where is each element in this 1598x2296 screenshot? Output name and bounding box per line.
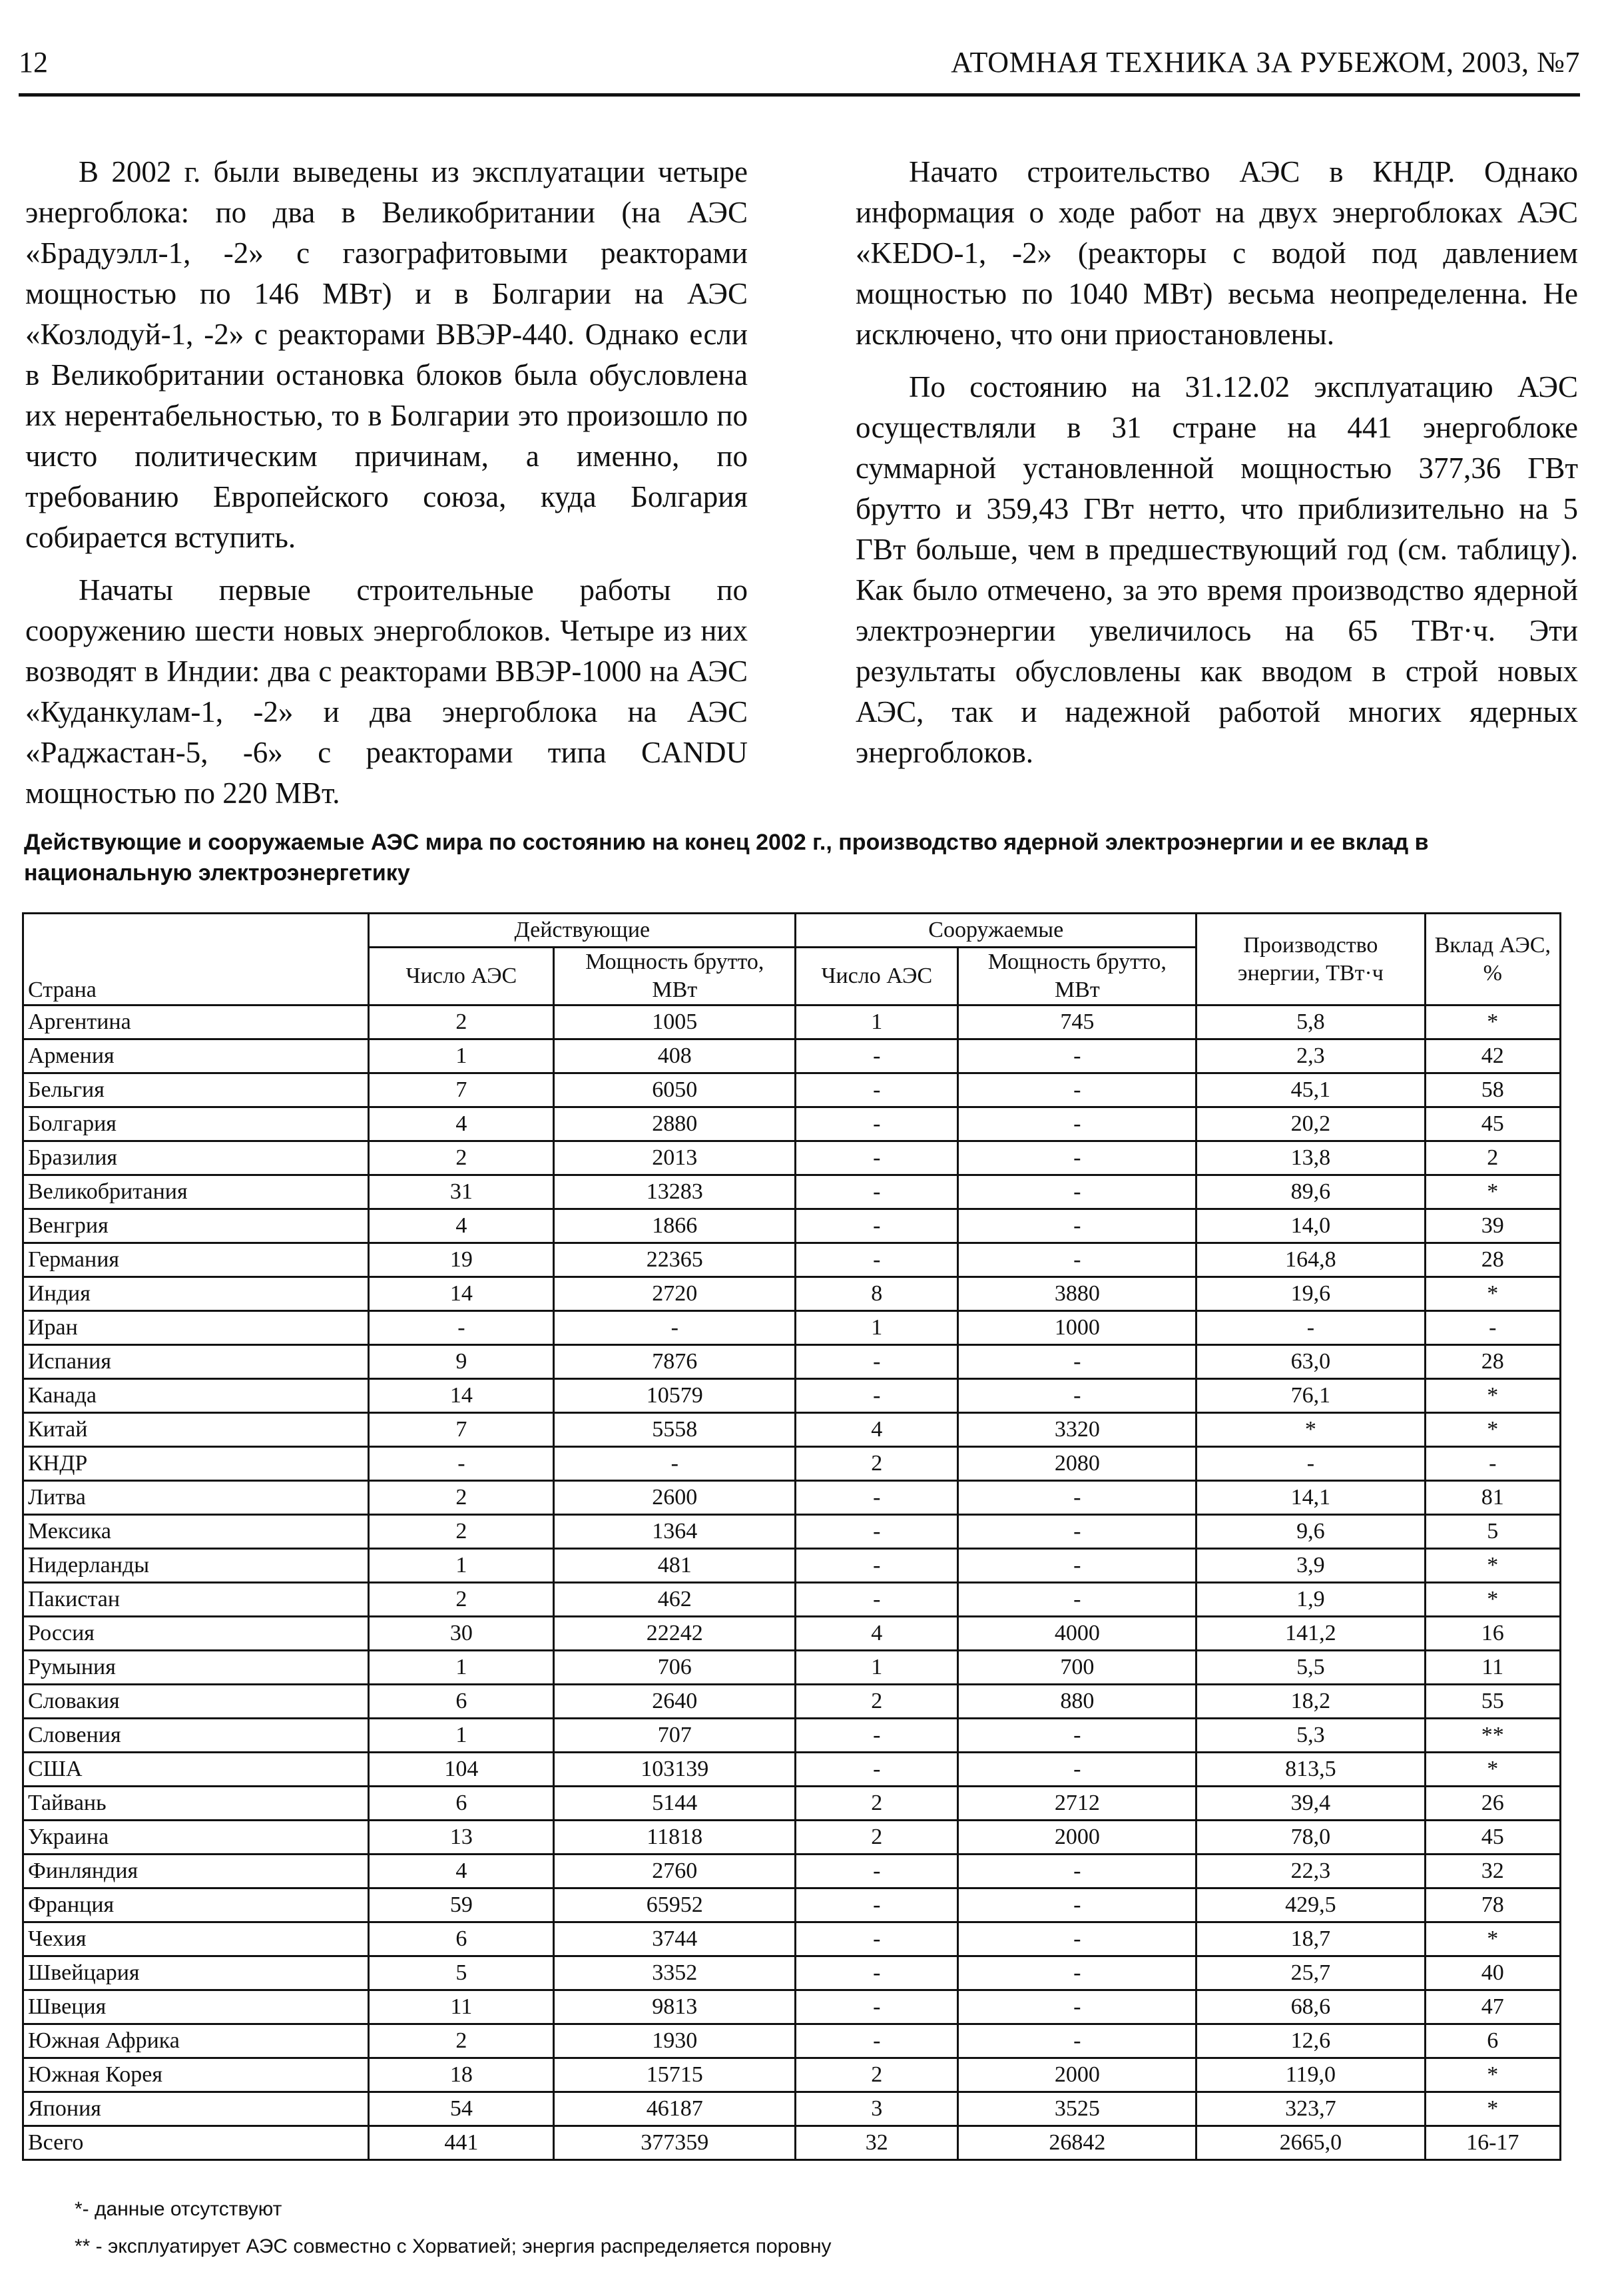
country-cell: Россия <box>23 1617 369 1651</box>
share-cell: 5 <box>1425 1515 1560 1549</box>
operating-count-cell: 1 <box>369 1549 554 1583</box>
table-row <box>23 1311 1561 1345</box>
production-cell: 13,8 <box>1197 1141 1425 1175</box>
country-cell: Литва <box>23 1481 369 1515</box>
country-cell: Бельгия <box>23 1073 369 1107</box>
production-cell: 68,6 <box>1197 1990 1425 2024</box>
production-cell: 25,7 <box>1197 1956 1425 1990</box>
operating-capacity-cell: 1930 <box>554 2024 796 2058</box>
journal-title: АТОМНАЯ ТЕХНИКА ЗА РУБЕЖОМ, 2003, №7 <box>951 46 1580 79</box>
share-cell: * <box>1425 1413 1560 1447</box>
table-row <box>23 1549 1561 1583</box>
share-cell: * <box>1425 1922 1560 1956</box>
operating-capacity-cell: 706 <box>554 1651 796 1685</box>
construction-count-cell: 2 <box>796 1447 958 1481</box>
share-cell: 55 <box>1425 1685 1560 1719</box>
production-cell: 39,4 <box>1197 1787 1425 1821</box>
construction-capacity-cell: - <box>958 1243 1197 1277</box>
production-cell: 5,3 <box>1197 1719 1425 1753</box>
construction-capacity-cell: - <box>958 1855 1197 1888</box>
country-cell: Великобритания <box>23 1175 369 1209</box>
country-cell: Бразилия <box>23 1141 369 1175</box>
construction-count-cell: 1 <box>796 1005 958 1039</box>
paragraph: В 2002 г. были выведены из эксплуатации четыре энергоблока: по два в Великобритании (на АЭС «Брадуэлл-1, -2» с газографитовыми реакторами мощностью по 146 МВт) и в Болгарии на АЭС «Козлодуй-1, -2» с реакторами ВВЭР-440. Однако если в Великобритании остановка блоков была обусловлена их нерентабельностью, то в Болгарии это произошло по чисто политическим причинам, а именно, по требованию Европейского союза, куда Болгария собирается вступить. <box>25 155 748 554</box>
share-cell: - <box>1425 1311 1560 1345</box>
production-cell: 141,2 <box>1197 1617 1425 1651</box>
share-cell: 58 <box>1425 1073 1560 1107</box>
country-cell: Аргентина <box>23 1005 369 1039</box>
operating-count-cell: 11 <box>369 1990 554 2024</box>
table-row <box>23 1685 1561 1719</box>
operating-count-cell: 30 <box>369 1617 554 1651</box>
operating-capacity-cell: 9813 <box>554 1990 796 2024</box>
production-cell: 14,1 <box>1197 1481 1425 1515</box>
table-row <box>23 1345 1561 1379</box>
table-row <box>23 1990 1561 2024</box>
construction-count-cell: 4 <box>796 1617 958 1651</box>
operating-capacity-cell: 2640 <box>554 1685 796 1719</box>
share-cell: * <box>1425 1549 1560 1583</box>
construction-capacity-cell: 2000 <box>958 2058 1197 2092</box>
operating-capacity-cell: 5144 <box>554 1787 796 1821</box>
construction-capacity-cell: - <box>958 1990 1197 2024</box>
operating-count-cell: 2 <box>369 1005 554 1039</box>
construction-count-cell: 1 <box>796 1651 958 1685</box>
construction-capacity-cell: - <box>958 1107 1197 1141</box>
table-body <box>23 1005 1561 2160</box>
production-cell: 2,3 <box>1197 1039 1425 1073</box>
table-row <box>23 1141 1561 1175</box>
country-cell: Япония <box>23 2092 369 2126</box>
production-cell: - <box>1197 1311 1425 1345</box>
construction-count-cell: 32 <box>796 2126 958 2160</box>
construction-capacity-cell: 880 <box>958 1685 1197 1719</box>
construction-count-cell: - <box>796 1990 958 2024</box>
construction-capacity-cell: - <box>958 1073 1197 1107</box>
construction-count-cell: - <box>796 1888 958 1922</box>
share-cell: 6 <box>1425 2024 1560 2058</box>
operating-capacity-cell: 707 <box>554 1719 796 1753</box>
construction-capacity-cell: - <box>958 1549 1197 1583</box>
country-cell: Мексика <box>23 1515 369 1549</box>
share-cell: * <box>1425 1005 1560 1039</box>
share-cell: 32 <box>1425 1855 1560 1888</box>
construction-capacity-cell: - <box>958 1515 1197 1549</box>
construction-count-cell: - <box>796 1583 958 1617</box>
construction-count-cell: 2 <box>796 2058 958 2092</box>
operating-count-cell: - <box>369 1311 554 1345</box>
construction-capacity-cell: - <box>958 1719 1197 1753</box>
construction-count-cell: 4 <box>796 1413 958 1447</box>
operating-count-cell: 2 <box>369 1515 554 1549</box>
operating-capacity-cell: 481 <box>554 1549 796 1583</box>
operating-count-cell: 104 <box>369 1753 554 1787</box>
production-cell: 813,5 <box>1197 1753 1425 1787</box>
production-cell: 14,0 <box>1197 1209 1425 1243</box>
construction-capacity-cell: 3525 <box>958 2092 1197 2126</box>
country-cell: Южная Корея <box>23 2058 369 2092</box>
table-row <box>23 1243 1561 1277</box>
country-cell: Чехия <box>23 1922 369 1956</box>
table-row <box>23 1413 1561 1447</box>
header-construction-count: Число АЭС <box>796 948 958 1005</box>
table-caption: Действующие и сооружаемые АЭС мира по состоянию на конец 2002 г., производство ядерной электроэнергии и ее вклад в национальную электроэнергетику <box>24 830 1429 886</box>
share-cell: * <box>1425 1583 1560 1617</box>
table-row <box>23 1175 1561 1209</box>
construction-capacity-cell: 2080 <box>958 1447 1197 1481</box>
production-cell: 18,7 <box>1197 1922 1425 1956</box>
construction-capacity-cell: - <box>958 1039 1197 1073</box>
table-row <box>23 1073 1561 1107</box>
construction-capacity-cell: - <box>958 1583 1197 1617</box>
construction-capacity-cell: - <box>958 2024 1197 2058</box>
operating-capacity-cell: 2013 <box>554 1141 796 1175</box>
operating-count-cell: 54 <box>369 2092 554 2126</box>
operating-count-cell: 59 <box>369 1888 554 1922</box>
share-cell: 2 <box>1425 1141 1560 1175</box>
construction-count-cell: - <box>796 1345 958 1379</box>
header-operating: Действующие <box>369 914 796 948</box>
construction-count-cell: 2 <box>796 1787 958 1821</box>
country-cell: Болгария <box>23 1107 369 1141</box>
share-cell: * <box>1425 1753 1560 1787</box>
construction-capacity-cell: - <box>958 1141 1197 1175</box>
table-row <box>23 1821 1561 1855</box>
production-cell: 323,7 <box>1197 2092 1425 2126</box>
production-cell: 164,8 <box>1197 1243 1425 1277</box>
operating-count-cell: 6 <box>369 1922 554 1956</box>
operating-capacity-cell: 3744 <box>554 1922 796 1956</box>
header-production: Производство энергии, ТВт·ч <box>1197 914 1425 1005</box>
share-cell: 26 <box>1425 1787 1560 1821</box>
right-column <box>856 152 1578 785</box>
operating-capacity-cell: 1005 <box>554 1005 796 1039</box>
share-cell: 16-17 <box>1425 2126 1560 2160</box>
table-row <box>23 2092 1561 2126</box>
share-cell: 78 <box>1425 1888 1560 1922</box>
construction-count-cell: 3 <box>796 2092 958 2126</box>
construction-capacity-cell: 3880 <box>958 1277 1197 1311</box>
operating-capacity-cell: 7876 <box>554 1345 796 1379</box>
operating-capacity-cell: 13283 <box>554 1175 796 1209</box>
production-cell: 9,6 <box>1197 1515 1425 1549</box>
share-cell: 42 <box>1425 1039 1560 1073</box>
production-cell: 22,3 <box>1197 1855 1425 1888</box>
construction-count-cell: - <box>796 1549 958 1583</box>
construction-count-cell: - <box>796 1855 958 1888</box>
construction-capacity-cell: - <box>958 1753 1197 1787</box>
country-cell: Армения <box>23 1039 369 1073</box>
operating-capacity-cell: 11818 <box>554 1821 796 1855</box>
production-cell: 63,0 <box>1197 1345 1425 1379</box>
construction-count-cell: - <box>796 1379 958 1413</box>
footnote: ** - эксплуатирует АЭС совместно с Хорватией; энергия распределяется поровну <box>75 2235 832 2257</box>
operating-count-cell: 7 <box>369 1073 554 1107</box>
country-cell: Нидерланды <box>23 1549 369 1583</box>
construction-capacity-cell: - <box>958 1956 1197 1990</box>
construction-count-cell: 8 <box>796 1277 958 1311</box>
construction-capacity-cell: 2000 <box>958 1821 1197 1855</box>
share-cell: - <box>1425 1447 1560 1481</box>
operating-capacity-cell: 2880 <box>554 1107 796 1141</box>
operating-capacity-cell: 408 <box>554 1039 796 1073</box>
country-cell: КНДР <box>23 1447 369 1481</box>
table-row <box>23 1277 1561 1311</box>
production-cell: 45,1 <box>1197 1073 1425 1107</box>
operating-capacity-cell: 2720 <box>554 1277 796 1311</box>
table-row <box>23 1379 1561 1413</box>
country-cell: Тайвань <box>23 1787 369 1821</box>
header-under-construction: Сооружаемые <box>796 914 1197 948</box>
table-row <box>23 1956 1561 1990</box>
operating-capacity-cell: 103139 <box>554 1753 796 1787</box>
construction-count-cell: - <box>796 1243 958 1277</box>
table-row <box>23 1617 1561 1651</box>
operating-capacity-cell: 65952 <box>554 1888 796 1922</box>
production-cell: 5,8 <box>1197 1005 1425 1039</box>
country-cell: Индия <box>23 1277 369 1311</box>
operating-capacity-cell: 10579 <box>554 1379 796 1413</box>
construction-count-cell: 2 <box>796 1685 958 1719</box>
country-cell: Словения <box>23 1719 369 1753</box>
construction-count-cell: - <box>796 1515 958 1549</box>
page-header <box>19 40 1580 97</box>
production-cell: 429,5 <box>1197 1888 1425 1922</box>
production-cell: * <box>1197 1413 1425 1447</box>
share-cell: 28 <box>1425 1345 1560 1379</box>
share-cell: 28 <box>1425 1243 1560 1277</box>
operating-count-cell: 2 <box>369 2024 554 2058</box>
paragraph: Начаты первые строительные работы по сооружению шести новых энергоблоков. Четыре из них возводят в Индии: два с реакторами ВВЭР-1000 на АЭС «Куданкулам-1, -2» и два энергоблока на АЭС «Раджастан-5, -6» с реакторами типа CANDU мощностью по 220 МВт. <box>25 573 748 810</box>
country-cell: Финляндия <box>23 1855 369 1888</box>
share-cell: 11 <box>1425 1651 1560 1685</box>
table-row <box>23 1209 1561 1243</box>
country-cell: США <box>23 1753 369 1787</box>
header-operating-count: Число АЭС <box>369 948 554 1005</box>
construction-capacity-cell: - <box>958 1345 1197 1379</box>
operating-capacity-cell: 5558 <box>554 1413 796 1447</box>
share-cell: ** <box>1425 1719 1560 1753</box>
operating-count-cell: 9 <box>369 1345 554 1379</box>
production-cell: 12,6 <box>1197 2024 1425 2058</box>
production-cell: 78,0 <box>1197 1821 1425 1855</box>
operating-count-cell: 18 <box>369 2058 554 2092</box>
construction-capacity-cell: 4000 <box>958 1617 1197 1651</box>
production-cell: 20,2 <box>1197 1107 1425 1141</box>
operating-capacity-cell: 22242 <box>554 1617 796 1651</box>
share-cell: 45 <box>1425 1107 1560 1141</box>
operating-count-cell: 6 <box>369 1787 554 1821</box>
footnote: *- данные отсутствуют <box>75 2198 282 2220</box>
country-cell: Румыния <box>23 1651 369 1685</box>
operating-count-cell: 1 <box>369 1039 554 1073</box>
construction-capacity-cell: - <box>958 1888 1197 1922</box>
operating-capacity-cell: - <box>554 1311 796 1345</box>
construction-count-cell: - <box>796 1039 958 1073</box>
production-cell: 119,0 <box>1197 2058 1425 2092</box>
operating-count-cell: 7 <box>369 1413 554 1447</box>
paragraph: По состоянию на 31.12.02 эксплуатацию АЭС осуществляли в 31 стране на 441 энергоблоке суммарной установленной мощностью 377,36 ГВт брутто и 359,43 ГВт нетто, что приблизительно на 5 ГВт больше, чем в предшествующий год (см. таблицу). Как было отмечено, за это время производство ядерной электроэнергии увеличилось на 65 ТВт·ч. Эти результаты обусловлены как вводом в строй новых АЭС, так и надежной работой многих ядерных энергоблоков. <box>856 370 1578 769</box>
operating-count-cell: 19 <box>369 1243 554 1277</box>
operating-count-cell: 4 <box>369 1107 554 1141</box>
country-cell: Германия <box>23 1243 369 1277</box>
operating-count-cell: 2 <box>369 1141 554 1175</box>
share-cell: * <box>1425 1175 1560 1209</box>
operating-capacity-cell: 1866 <box>554 1209 796 1243</box>
table-row <box>23 1039 1561 1073</box>
operating-count-cell: 31 <box>369 1175 554 1209</box>
construction-count-cell: - <box>796 2024 958 2058</box>
table-row <box>23 2024 1561 2058</box>
construction-count-cell: - <box>796 1141 958 1175</box>
operating-capacity-cell: 6050 <box>554 1073 796 1107</box>
operating-count-cell: 1 <box>369 1719 554 1753</box>
construction-capacity-cell: 1000 <box>958 1311 1197 1345</box>
operating-capacity-cell: 15715 <box>554 2058 796 2092</box>
production-cell: 3,9 <box>1197 1549 1425 1583</box>
operating-count-cell: - <box>369 1447 554 1481</box>
operating-count-cell: 14 <box>369 1277 554 1311</box>
construction-count-cell: - <box>796 1719 958 1753</box>
share-cell: 45 <box>1425 1821 1560 1855</box>
operating-capacity-cell: 462 <box>554 1583 796 1617</box>
construction-count-cell: - <box>796 1956 958 1990</box>
table-row <box>23 1481 1561 1515</box>
country-cell: Испания <box>23 1345 369 1379</box>
construction-capacity-cell: 2712 <box>958 1787 1197 1821</box>
share-cell: * <box>1425 1277 1560 1311</box>
production-cell: 19,6 <box>1197 1277 1425 1311</box>
table-row <box>23 1651 1561 1685</box>
construction-count-cell: - <box>796 1073 958 1107</box>
operating-capacity-cell: 46187 <box>554 2092 796 2126</box>
operating-count-cell: 4 <box>369 1855 554 1888</box>
table-row <box>23 2126 1561 2160</box>
share-cell: 47 <box>1425 1990 1560 2024</box>
country-cell: Южная Африка <box>23 2024 369 2058</box>
share-cell: * <box>1425 1379 1560 1413</box>
table-row <box>23 1787 1561 1821</box>
production-cell: 5,5 <box>1197 1651 1425 1685</box>
country-cell: Венгрия <box>23 1209 369 1243</box>
country-cell: Канада <box>23 1379 369 1413</box>
construction-capacity-cell: - <box>958 1209 1197 1243</box>
production-cell: 1,9 <box>1197 1583 1425 1617</box>
country-cell: Швеция <box>23 1990 369 2024</box>
npp-table <box>22 912 1561 2161</box>
construction-count-cell: 2 <box>796 1821 958 1855</box>
operating-capacity-cell: 22365 <box>554 1243 796 1277</box>
operating-capacity-cell: 377359 <box>554 2126 796 2160</box>
header-share: Вклад АЭС, % <box>1425 914 1560 1005</box>
table-row <box>23 1447 1561 1481</box>
operating-count-cell: 13 <box>369 1821 554 1855</box>
country-cell: Иран <box>23 1311 369 1345</box>
share-cell: * <box>1425 2058 1560 2092</box>
operating-count-cell: 441 <box>369 2126 554 2160</box>
country-cell: Китай <box>23 1413 369 1447</box>
header-country: Страна <box>23 914 369 1005</box>
table-row <box>23 1005 1561 1039</box>
operating-capacity-cell: 1364 <box>554 1515 796 1549</box>
construction-capacity-cell: - <box>958 1922 1197 1956</box>
construction-capacity-cell: 3320 <box>958 1413 1197 1447</box>
country-cell: Словакия <box>23 1685 369 1719</box>
construction-capacity-cell: - <box>958 1379 1197 1413</box>
share-cell: * <box>1425 2092 1560 2126</box>
share-cell: 40 <box>1425 1956 1560 1990</box>
operating-count-cell: 5 <box>369 1956 554 1990</box>
table-row <box>23 1583 1561 1617</box>
operating-capacity-cell: - <box>554 1447 796 1481</box>
operating-capacity-cell: 2600 <box>554 1481 796 1515</box>
table-row <box>23 1719 1561 1753</box>
footnotes <box>75 2191 832 2265</box>
operating-capacity-cell: 2760 <box>554 1855 796 1888</box>
country-cell: Пакистан <box>23 1583 369 1617</box>
operating-count-cell: 6 <box>369 1685 554 1719</box>
country-cell: Всего <box>23 2126 369 2160</box>
production-cell: 76,1 <box>1197 1379 1425 1413</box>
construction-count-cell: 1 <box>796 1311 958 1345</box>
left-column <box>25 152 748 826</box>
share-cell: 81 <box>1425 1481 1560 1515</box>
construction-count-cell: - <box>796 1209 958 1243</box>
table-row <box>23 1888 1561 1922</box>
construction-capacity-cell: 26842 <box>958 2126 1197 2160</box>
construction-count-cell: - <box>796 1107 958 1141</box>
table-row <box>23 2058 1561 2092</box>
construction-capacity-cell: - <box>958 1481 1197 1515</box>
share-cell: 39 <box>1425 1209 1560 1243</box>
production-cell: 89,6 <box>1197 1175 1425 1209</box>
construction-capacity-cell: 700 <box>958 1651 1197 1685</box>
country-cell: Швейцария <box>23 1956 369 1990</box>
share-cell: 16 <box>1425 1617 1560 1651</box>
operating-capacity-cell: 3352 <box>554 1956 796 1990</box>
header-operating-capacity: Мощность брутто, МВт <box>554 948 796 1005</box>
table-row <box>23 1753 1561 1787</box>
table-row <box>23 1922 1561 1956</box>
table-row <box>23 1515 1561 1549</box>
operating-count-cell: 14 <box>369 1379 554 1413</box>
production-cell: 18,2 <box>1197 1685 1425 1719</box>
production-cell: 2665,0 <box>1197 2126 1425 2160</box>
construction-count-cell: - <box>796 1922 958 1956</box>
operating-count-cell: 1 <box>369 1651 554 1685</box>
paragraph: Начато строительство АЭС в КНДР. Однако информация о ходе работ на двух энергоблоках АЭС «KEDO-1, -2» (реакторы с водой под давлением мощностью по 1040 МВт) весьма неопределенна. Не исключено, что они приостановлены. <box>856 155 1578 351</box>
operating-count-cell: 4 <box>369 1209 554 1243</box>
table-row <box>23 1855 1561 1888</box>
country-cell: Франция <box>23 1888 369 1922</box>
header-construction-capacity: Мощность брутто, МВт <box>958 948 1197 1005</box>
country-cell: Украина <box>23 1821 369 1855</box>
construction-count-cell: - <box>796 1753 958 1787</box>
operating-count-cell: 2 <box>369 1583 554 1617</box>
construction-count-cell: - <box>796 1481 958 1515</box>
construction-count-cell: - <box>796 1175 958 1209</box>
page-number: 12 <box>19 46 48 79</box>
production-cell: - <box>1197 1447 1425 1481</box>
table-row <box>23 1107 1561 1141</box>
construction-capacity-cell: - <box>958 1175 1197 1209</box>
construction-capacity-cell: 745 <box>958 1005 1197 1039</box>
operating-count-cell: 2 <box>369 1481 554 1515</box>
